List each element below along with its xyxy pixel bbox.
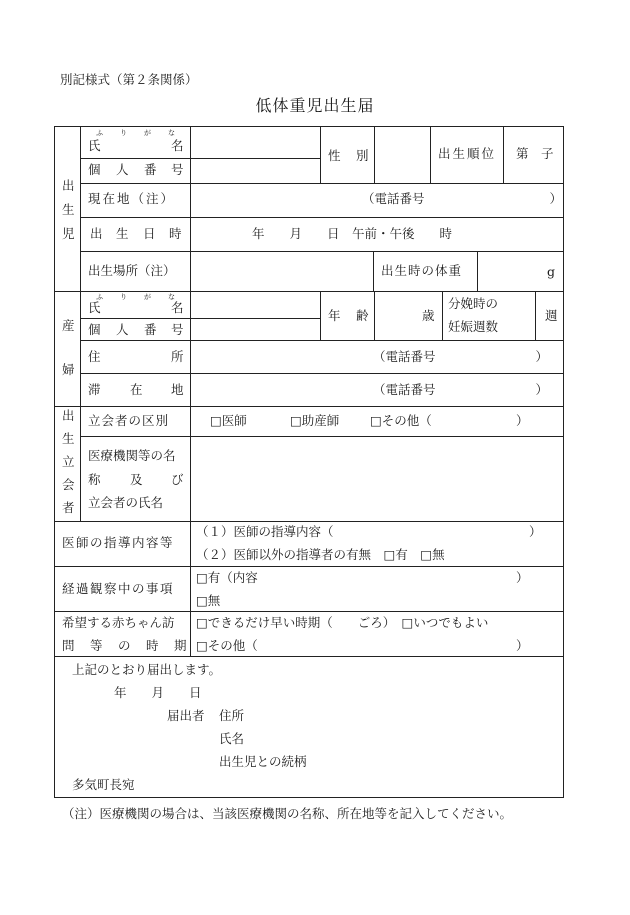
birth-place-label: 出生場所（注） [88, 263, 176, 278]
birth-weight-unit: g [547, 264, 556, 279]
form-number: 別記様式（第２条関係） [60, 72, 198, 87]
attendant-group-char: 者 [62, 500, 75, 515]
mother-age-label: 年 [328, 308, 341, 323]
furigana-char: が [144, 293, 151, 301]
furigana-char: り [120, 129, 127, 137]
declaration-date: 年 月 日 [114, 685, 202, 700]
medical-institution-label: 称 [88, 472, 101, 487]
mother-address-label: 所 [171, 349, 184, 364]
birth-datetime-value: 年 月 日 午前・午後 時 [252, 226, 453, 241]
medical-institution-label: び [171, 472, 184, 487]
attendant-option-midwife: □助産師 [290, 413, 340, 428]
visit-timing-label: 時 [146, 638, 159, 653]
guidance-line-1-end: ） [529, 524, 542, 539]
furigana-char: ふ [96, 293, 103, 301]
gestation-label: 分娩時の [448, 296, 499, 311]
mother-name-label: 氏 [88, 300, 101, 315]
notifier-relation-label: 出生児との続柄 [219, 754, 307, 769]
birth-order-value: 第 子 [516, 146, 554, 161]
attendant-option-doctor: □医師 [210, 413, 247, 428]
notifier-address-label: 住所 [219, 708, 245, 723]
observation-label: 経過観察中の事項 [62, 581, 175, 596]
attendant-option-other: □その他（ [370, 413, 432, 428]
baby-group-char: 児 [62, 226, 75, 241]
guidance-label: 医師の指導内容等 [62, 535, 175, 550]
mother-id-label: 人 [116, 322, 129, 337]
declaration-statement: 上記のとおり届出します。 [72, 662, 222, 677]
addressee: 多気町長宛 [72, 777, 135, 792]
attendant-option-close: ） [516, 413, 529, 428]
mother-address-label: 住 [88, 349, 101, 364]
baby-name-label: 氏 [88, 138, 101, 153]
furigana-char: な [168, 293, 175, 301]
visit-timing-label: の [118, 638, 131, 653]
stay-place-label: 在 [130, 382, 143, 397]
furigana-char: な [168, 129, 175, 137]
baby-sex-label: 性 [328, 148, 341, 163]
footnote: （注）医療機関の場合は、当該医療機関の名称、所在地等を記入してください。 [62, 806, 513, 821]
furigana-char: ふ [96, 129, 103, 137]
furigana-char: り [120, 293, 127, 301]
baby-id-label: 人 [116, 162, 129, 177]
attendant-group-char: 立 [62, 454, 75, 469]
notifier-label: 届出者 [167, 708, 205, 723]
visit-option-other: □その他（ [196, 638, 258, 653]
attendant-group-char: 生 [62, 431, 75, 446]
observation-line-1-end: ） [516, 570, 529, 585]
visit-timing-label: 等 [90, 638, 103, 653]
attendant-group-char: 出 [62, 408, 75, 423]
baby-id-label: 番 [144, 162, 157, 177]
observation-line-2: □無 [196, 593, 221, 608]
notification-form [54, 126, 564, 798]
visit-timing-label: 問 [62, 638, 75, 653]
gestation-unit: 週 [545, 308, 558, 323]
gestation-label: 妊娠週数 [448, 319, 499, 334]
mother-group-char: 産 [62, 318, 75, 333]
baby-id-label: 号 [171, 162, 184, 177]
stay-place-label: 地 [171, 382, 184, 397]
medical-institution-label: 医療機関等の名 [88, 448, 176, 463]
birth-order-label: 出生順位 [438, 146, 497, 161]
visit-timing-label: 期 [174, 638, 187, 653]
baby-current-address-label: 現在地（注） [88, 191, 176, 206]
baby-name-label: 名 [171, 138, 184, 153]
guidance-line-1: （１）医師の指導内容（ [196, 524, 334, 539]
baby-sex-label: 別 [356, 148, 369, 163]
mother-id-label: 号 [171, 322, 184, 337]
mother-id-label: 個 [88, 322, 101, 337]
birth-weight-label: 出生時の体重 [381, 263, 463, 278]
furigana-char: が [144, 129, 151, 137]
mother-name-label: 名 [171, 300, 184, 315]
stay-place-phone: （電話番号 ） [373, 382, 549, 397]
baby-id-label: 個 [88, 162, 101, 177]
birth-datetime-label: 日 [143, 226, 156, 241]
mother-group-char: 婦 [62, 362, 75, 377]
observation-line-1: □有（内容 [196, 570, 258, 585]
stay-place-label: 滞 [88, 382, 101, 397]
visit-option-early: □できるだけ早い時期（ ごろ） □いつでもよい [196, 615, 489, 630]
mother-age-label: 齢 [356, 308, 369, 323]
mother-address-phone: （電話番号 ） [373, 349, 549, 364]
notifier-name-label: 氏名 [219, 731, 245, 746]
mother-age-unit: 歳 [422, 308, 435, 323]
attendant-name-label: 立会者の氏名 [88, 495, 164, 510]
birth-datetime-label: 出 [90, 226, 103, 241]
birth-datetime-label: 生 [116, 226, 129, 241]
mother-id-label: 番 [144, 322, 157, 337]
visit-option-other-end: ） [516, 638, 529, 653]
medical-institution-label: 及 [130, 472, 143, 487]
baby-group-char: 生 [62, 202, 75, 217]
form-title: 低体重児出生届 [255, 96, 375, 115]
attendant-group-char: 会 [62, 477, 75, 492]
visit-timing-label: 希望する赤ちゃん訪 [62, 615, 175, 630]
attendant-type-label: 立会者の区別 [88, 413, 170, 428]
baby-phone: （電話番号 ） [362, 191, 563, 206]
guidance-line-2: （２）医師以外の指導者の有無 □有 □無 [196, 547, 445, 562]
birth-datetime-label: 時 [169, 226, 182, 241]
baby-group-char: 出 [62, 178, 75, 193]
